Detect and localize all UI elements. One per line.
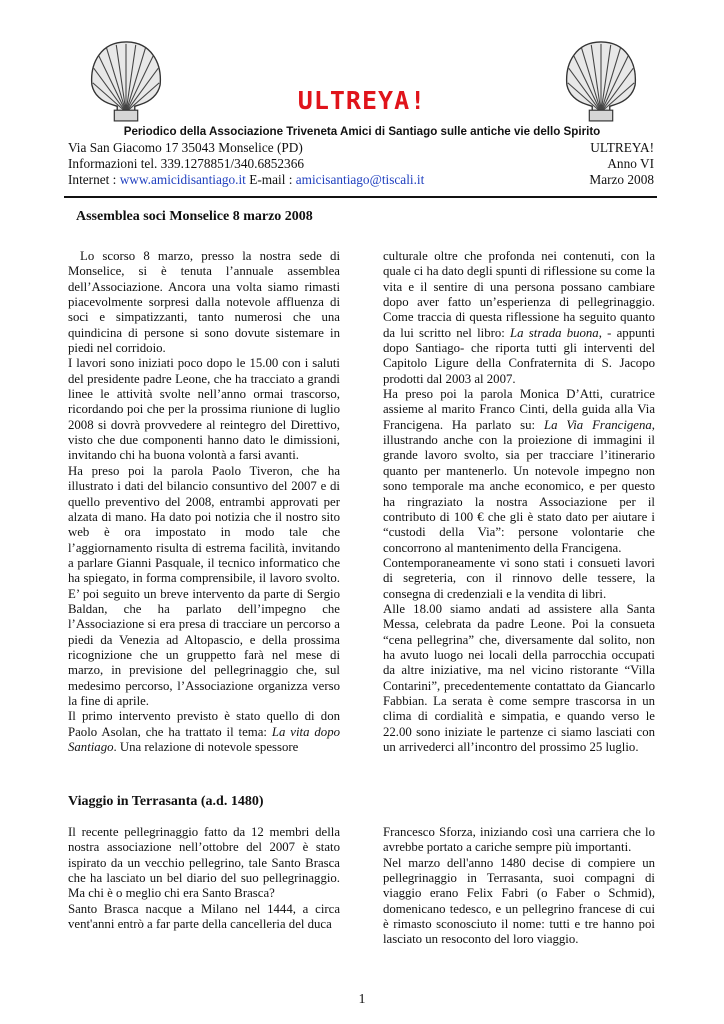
article-heading-assemblea: Assemblea soci Monselice 8 marzo 2008 — [76, 209, 313, 224]
article-heading-terrasanta: Viaggio in Terrasanta (a.d. 1480) — [68, 794, 264, 809]
paragraph: Santo Brasca nacque a Milano nel 1444, a circa vent'anni entrò a far parte della cancelleria del duca — [68, 901, 340, 932]
article1-left-column — [68, 249, 340, 755]
book-title: La vita dopo Santiago — [68, 724, 340, 754]
paragraph: Alle 18.00 siamo andati ad assistere alla Santa Messa, celebrata da padre Leone. Poi la consueta “cena pellegrina” che, diversamente dal solito, non ha avuto luogo nei locali della parrocchia occupati da altre iniziative, ma nel vicino ristorante “Villa Contarini”, precedentemente contattato da Giancarlo Fabbian. La serata è come sempre trascorsa in un clima di cordialità e simpatia, e quando verso le 22.00 sono iniziate le partenze ci siamo lasciati con un arrivederci all’incontro del prossimo 25 luglio. — [383, 601, 655, 754]
info-row-internet — [68, 172, 654, 188]
article2-right-column — [383, 825, 655, 948]
paragraph: Nel marzo dell'anno 1480 decise di compiere un pellegrinaggio in Terrasanta, suoi compagni di viaggio erano Felix Fabri (o Faber o Schmid), domenicano tedesco, e un pellegrino francese di cui è rimasto sconosciuto il nome: tutti e tre hanno poi lasciato un resoconto del loro viaggio. — [383, 855, 655, 947]
internet-label: Internet : — [68, 172, 120, 187]
paragraph: Contemporaneamente vi sono stati i consueti lavori di segreteria, con il rinnovo delle tessere, la consegna di credenziali e la vendita di libri. — [383, 555, 655, 601]
website-link[interactable]: www.amicidisantiago.it — [119, 172, 246, 187]
header-divider — [64, 196, 657, 198]
paragraph: Ha preso poi la parola Paolo Tiveron, che ha illustrato i dati del bilancio consuntivo del 2007 e di quello preventivo del 2008, entrambi approvati per alzata di mano. Ha dato poi notizia che il nostro sito web è ora impostato in modo tale che l’aggiornamento risulta di estrema facilità, invitando a parlare Gianni Pasquale, il tecnico informatico che ha spiegato, in forma comprensibile, il lavoro svolto. E’ poi seguito un breve intervento da parte di Sergio Baldan, che ha parlato dell’impegno che l’Associazione si era presa di tracciare un percorso a piedi da Venezia ad Altopascio, e della prossima ricognizione che un gruppetto farà nel mese di marzo, in previsione del pellegrinaggio che, sul medesimo percorso, l’Associazione organizza verso la fine di aprile. — [68, 463, 340, 708]
paragraph — [68, 709, 340, 755]
article1-right-column — [383, 249, 655, 755]
paragraph: Francesco Sforza, iniziando così una carriera che lo avrebbe portato a cariche sempre più importanti. — [383, 825, 655, 855]
text-run: Ha preso poi la parola Monica D’Atti, curatrice assieme al marito Franco Cinti, della guida alla Via Francigena. Ha parlato su: — [383, 387, 655, 432]
info-row-phone — [68, 156, 654, 172]
text-run: , - appunti dopo Santiago- che riporta tutti gli interventi del Capitolo Ligure della Confraternita di S. Jacopo prodotti dal 2003 al 2007. — [383, 325, 656, 386]
book-title: La strada buona — [510, 325, 599, 340]
text-run: , illustrando anche con la proiezione di immagini il grande lavoro svolto, sia per tracciare l’itinerario quanto per mantenerlo. Un notevole impegno non sono temporale ma anche economico, e per questo ha ringraziato la nostra Associazione per il contributo di 100 € che gli è stato dato per aiutare i “custodi della Via”: persone volontarie che concorrono al mantenimento della Francigena. — [383, 417, 655, 555]
issue-date: Marzo 2008 — [589, 172, 654, 187]
phone-text: Informazioni tel. 339.1278851/340.6852366 — [68, 156, 304, 171]
address-text: Via San Giacomo 17 35043 Monselice (PD) — [68, 140, 303, 155]
info-row-address — [68, 140, 654, 156]
page-number: 1 — [358, 992, 366, 1007]
paragraph: Il recente pellegrinaggio fatto da 12 membri della nostra associazione nell’ottobre del 2007 è stato ispirato da un vecchio pellegrino, tale Santo Brasca che ha lasciato un bel diario del suo pellegrinaggio. Ma chi è o meglio chi era Santo Brasca? — [68, 825, 340, 901]
issue-year: Anno VI — [607, 156, 654, 171]
text-run: Il primo intervento previsto è stato quello di don Paolo Asolan, che ha trattato il tema: — [68, 709, 340, 739]
newsletter-subtitle: Periodico della Associazione Triveneta Amici di Santiago sulle antiche vie dello Spirito — [123, 125, 601, 138]
paragraph: Lo scorso 8 marzo, presso la nostra sede di Monselice, si è tenuta l’annuale assemblea dell’Associazione. Ancora una volta siamo rimasti piacevolmente sorpresi dalla notevole affluenza di soci e simpatizzanti, tanto numerosi che una quindicina di persone si sono dovute sistemare in piedi nel corridoio. — [68, 249, 340, 356]
text-run: culturale oltre che profonda nei contenuti, con la quale ci ha dato degli spunti di riflessione su come la vita e il sentire di una persona possano cambiare dopo aver fatto un’esperienza di pellegrinaggio. Come traccia di questa riflessione ha seguito quanto da lui scritto nel libro: — [383, 249, 655, 340]
paragraph: I lavori sono iniziati poco dopo le 15.00 con i saluti del presidente padre Leone, che ha tracciato a grandi linee le attività svolte nell’anno ormai trascorso, ricordando poi che per la prossima riunione di luglio 2008 si dovrà provvedere al reintegro del Direttivo, visto che due componenti hanno dato le dimissioni, invitando chi ha buona volontà a farsi avanti. — [68, 356, 340, 463]
book-title: La Via Francigena — [543, 417, 652, 432]
email-link[interactable]: amicisantiago@tiscali.it — [295, 172, 425, 187]
newsletter-title: ULTREYA! — [297, 86, 427, 115]
email-label: E-mail : — [245, 172, 296, 187]
paragraph — [383, 249, 655, 387]
contact-line — [68, 172, 424, 188]
paragraph — [383, 387, 655, 556]
article2-left-column — [68, 825, 340, 932]
issue-name: ULTREYA! — [590, 140, 654, 155]
text-run: . Una relazione di notevole spessore — [113, 740, 299, 754]
